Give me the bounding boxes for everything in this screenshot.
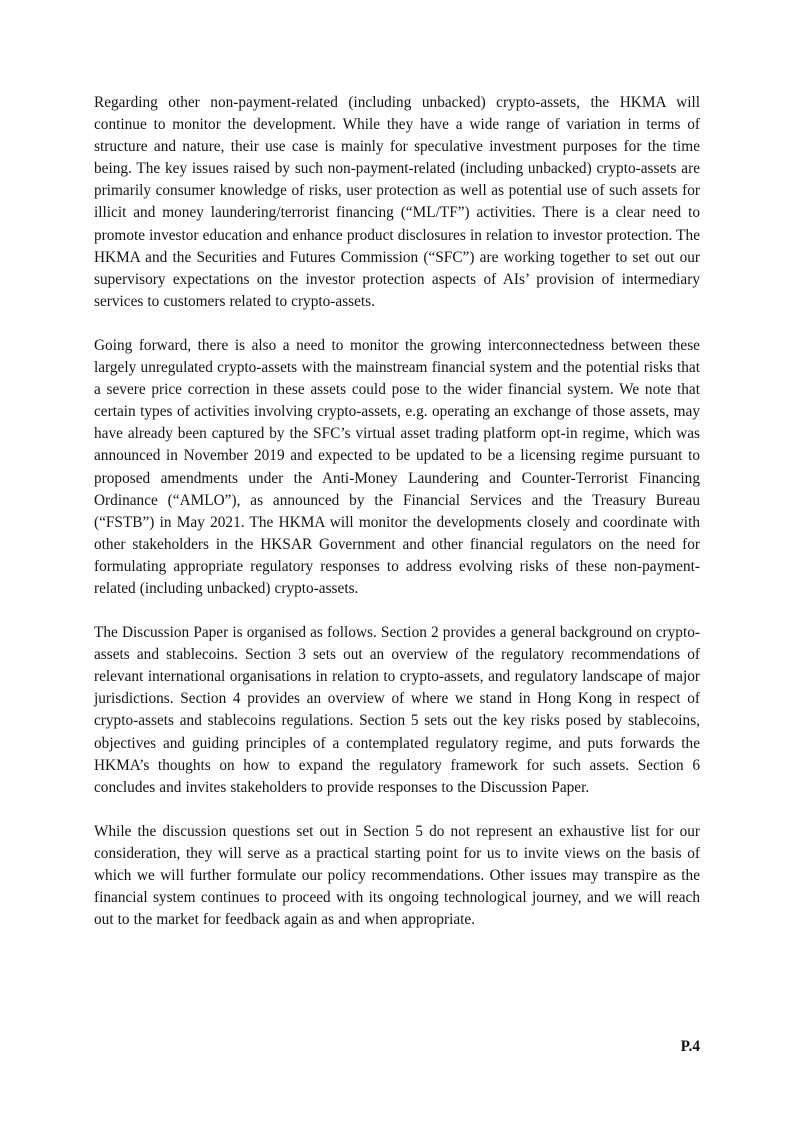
paragraph-non-payment-crypto-assets: Regarding other non-payment-related (including unbacked) crypto-assets, the HKMA will continue to monitor the development. While they have a wide range of variation in terms of structure and nature, their use case is mainly for speculative investment purposes for the time being. The key issues raised by such non-payment-related (including unbacked) crypto-assets are primarily consumer knowledge of risks, user protection as well as potential use of such assets for illicit and money laundering/terrorist financing (“ML/TF”) activities. There is a clear need to promote investor education and enhance product disclosures in relation to investor protection. The HKMA and the Securities and Futures Commission (“SFC”) are working together to set out our supervisory expectations on the investor protection aspects of AIs’ provision of intermediary services to customers related to crypto-assets. <box>94 94 700 310</box>
page-number: P.4 <box>680 1038 700 1055</box>
paragraph-interconnectedness: Going forward, there is also a need to monitor the growing interconnectedness between these largely unregulated crypto-assets with the mainstream financial system and the potential risks that a severe price correction in these assets could pose to the wider financial system. We note that certain types of activities involving crypto-assets, e.g. operating an exchange of those assets, may have already been captured by the SFC’s virtual asset trading platform opt-in regime, which was announced in November 2019 and expected to be updated to be a licensing regime pursuant to proposed amendments under the Anti-Money Laundering and Counter-Terrorist Financing Ordinance (“AMLO”), as announced by the Financial Services and the Treasury Bureau (“FSTB”) in May 2021. The HKMA will monitor the developments closely and coordinate with other stakeholders in the HKSAR Government and other financial regulators on the need for formulating appropriate regulatory responses to address evolving risks of these non-payment-related (including unbacked) crypto-assets. <box>94 336 700 597</box>
paragraph-paper-organisation: The Discussion Paper is organised as follows. Section 2 provides a general background on crypto-assets and stablecoins. Section 3 sets out an overview of the regulatory recommendations of relevant international organisations in relation to crypto-assets, and regulatory landscape of major jurisdictions. Section 4 provides an overview of where we stand in Hong Kong in respect of crypto-assets and stablecoins regulations. Section 5 sets out the key risks posed by stablecoins, objectives and guiding principles of a contemplated regulatory regime, and puts forwards the HKMA’s thoughts on how to expand the regulatory framework for such assets. Section 6 concludes and invites stakeholders to provide responses to the Discussion Paper. <box>94 624 700 796</box>
paragraph-discussion-questions: While the discussion questions set out in Section 5 do not represent an exhaustive list for our consideration, they will serve as a practical starting point for us to invite views on the basis of which we will further formulate our policy recommendations. Other issues may transpire as the financial system continues to proceed with its ongoing technological journey, and we will reach out to the market for feedback again as and when appropriate. <box>94 822 700 929</box>
document-body <box>94 92 700 931</box>
